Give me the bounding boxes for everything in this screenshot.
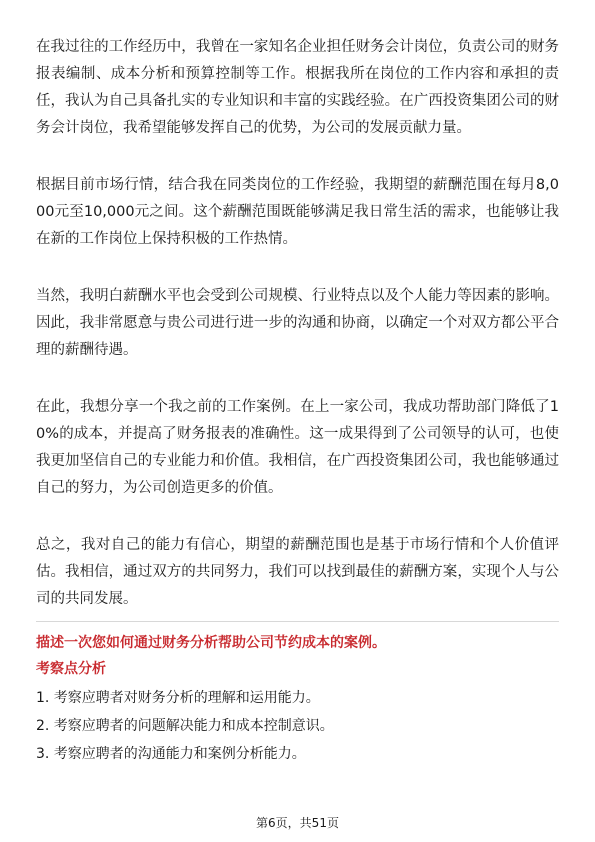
analysis-point: 3. 考察应聘者的沟通能力和案例分析能力。 (36, 746, 306, 762)
paragraph-work-experience: 在我过往的工作经历中，我曾在一家知名企业担任财务会计岗位，负责公司的财务报表编制、成本分析和预算控制等工作。根据我所在岗位的工作内容和承担的责任，我认为自己具备扎实的专业知识和丰富的实践经验。在广西投资集团公司的财务会计岗位，我希望能够发挥自己的优势，为公司的发展贡献力量。 (36, 39, 559, 136)
analysis-heading: 考察点分析 (36, 661, 106, 677)
analysis-point: 2. 考察应聘者的问题解决能力和成本控制意识。 (36, 718, 334, 734)
page-number: 第6页，共51页 (256, 816, 339, 830)
section-divider (36, 621, 559, 622)
paragraph-salary-factors: 当然，我明白薪酬水平也会受到公司规模、行业特点以及个人能力等因素的影响。因此，我非常愿意与贵公司进行进一步的沟通和协商，以确定一个对双方都公平合理的薪酬待遇。 (36, 288, 559, 358)
paragraph-conclusion: 总之，我对自己的能力有信心，期望的薪酬范围也是基于市场行情和个人价值评估。我相信，通过双方的共同努力，我们可以找到最佳的薪酬方案，实现个人与公司的共同发展。 (36, 537, 559, 607)
paragraph-salary-expectation: 根据目前市场行情，结合我在同类岗位的工作经验，我期望的薪酬范围在每月8,000元至10,000元之间。这个薪酬范围既能够满足我日常生活的需求，也能够让我在新的工作岗位上保持积极的工作热情。 (36, 177, 559, 247)
paragraph-work-case: 在此，我想分享一个我之前的工作案例。在上一家公司，我成功帮助部门降低了10%的成本，并提高了财务报表的准确性。这一成果得到了公司领导的认可，也使我更加坚信自己的专业能力和价值。我相信，在广西投资集团公司，我也能够通过自己的努力，为公司创造更多的价值。 (36, 399, 559, 496)
interview-question: 描述一次您如何通过财务分析帮助公司节约成本的案例。 (36, 635, 386, 651)
document-body (36, 34, 559, 768)
analysis-point: 1. 考察应聘者对财务分析的理解和运用能力。 (36, 690, 320, 706)
